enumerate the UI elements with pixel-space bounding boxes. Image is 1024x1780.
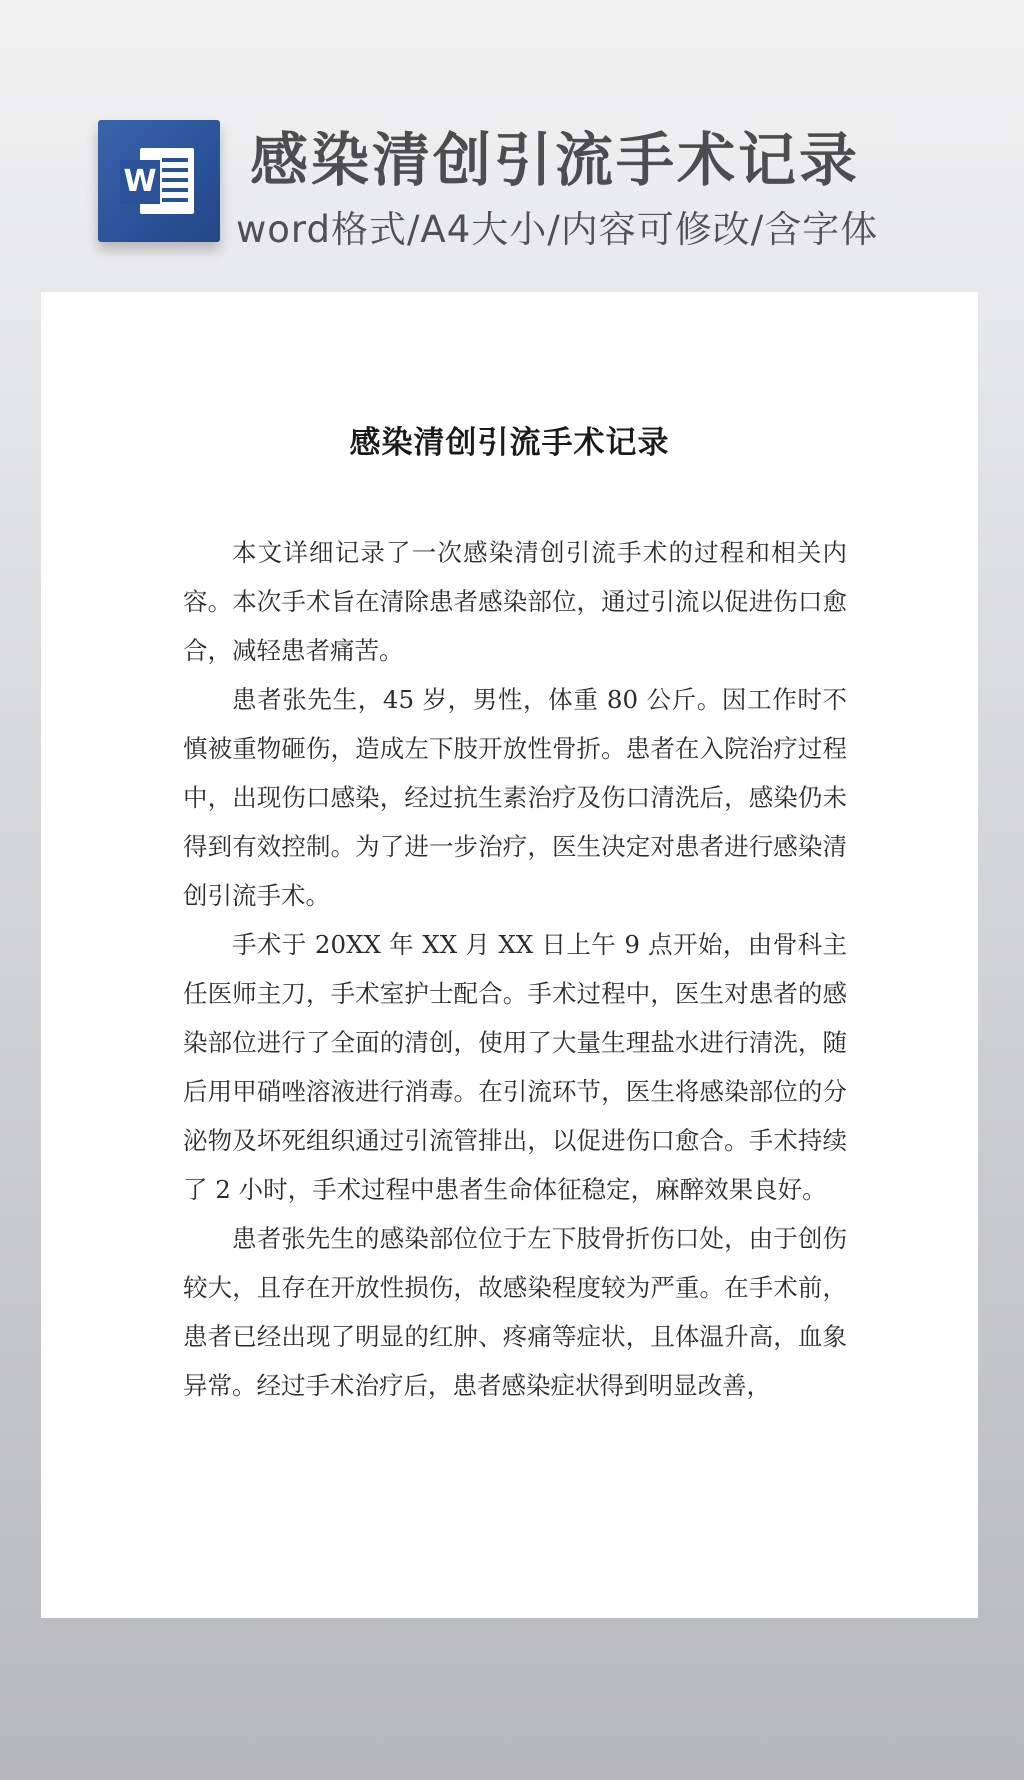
word-icon-line — [162, 168, 188, 172]
word-document-icon — [98, 120, 220, 242]
word-icon-letter: W — [120, 160, 160, 204]
promo-title: 感染清创引流手术记录 — [250, 126, 861, 194]
document-paragraph: 手术于 20XX 年 XX 月 XX 日上午 9 点开始，由骨科主任医师主刀，手术室护士配合。手术过程中，医生对患者的感染部位进行了全面的清创，使用了大量生理盐水进行清洗，随后用甲硝唑溶液进行消毒。在引流环节，医生将感染部位的分泌物及坏死组织通过引流管排出，以促进伤口愈合。手术持续了 2 小时，手术过程中患者生命体征稳定，麻醉效果良好。 — [183, 930, 847, 1204]
document-paragraph: 患者张先生的感染部位位于左下肢骨折伤口处，由于创伤较大，且存在开放性损伤，故感染程度较为严重。在手术前，患者已经出现了明显的红肿、疼痛等症状，且体温升高，血象异常。经过手术治疗后，患者感染症状得到明显改善， — [183, 1224, 847, 1400]
document-paragraph: 患者张先生，45 岁，男性，体重 80 公斤。因工作时不慎被重物砸伤，造成左下肢开放性骨折。患者在入院治疗过程中，出现伤口感染，经过抗生素治疗及伤口清洗后，感染仍未得到有效控制。为了进一步治疗，医生决定对患者进行感染清创引流手术。 — [183, 685, 847, 910]
promo-subtitle: word格式/A4大小/内容可修改/含字体 — [236, 208, 879, 251]
promo-header — [0, 0, 1024, 290]
document-paragraph: 本文详细记录了一次感染清创引流手术的过程和相关内容。本次手术旨在清除患者感染部位，通过引流以促进伤口愈合，减轻患者痛苦。 — [183, 538, 847, 665]
word-icon-line — [162, 188, 188, 192]
document-page — [41, 292, 978, 1618]
word-icon-line — [162, 158, 188, 162]
document-title: 感染清创引流手术记录 — [349, 425, 670, 461]
document-body — [183, 528, 847, 1410]
word-icon-line — [162, 198, 188, 202]
word-icon-line — [162, 178, 188, 182]
